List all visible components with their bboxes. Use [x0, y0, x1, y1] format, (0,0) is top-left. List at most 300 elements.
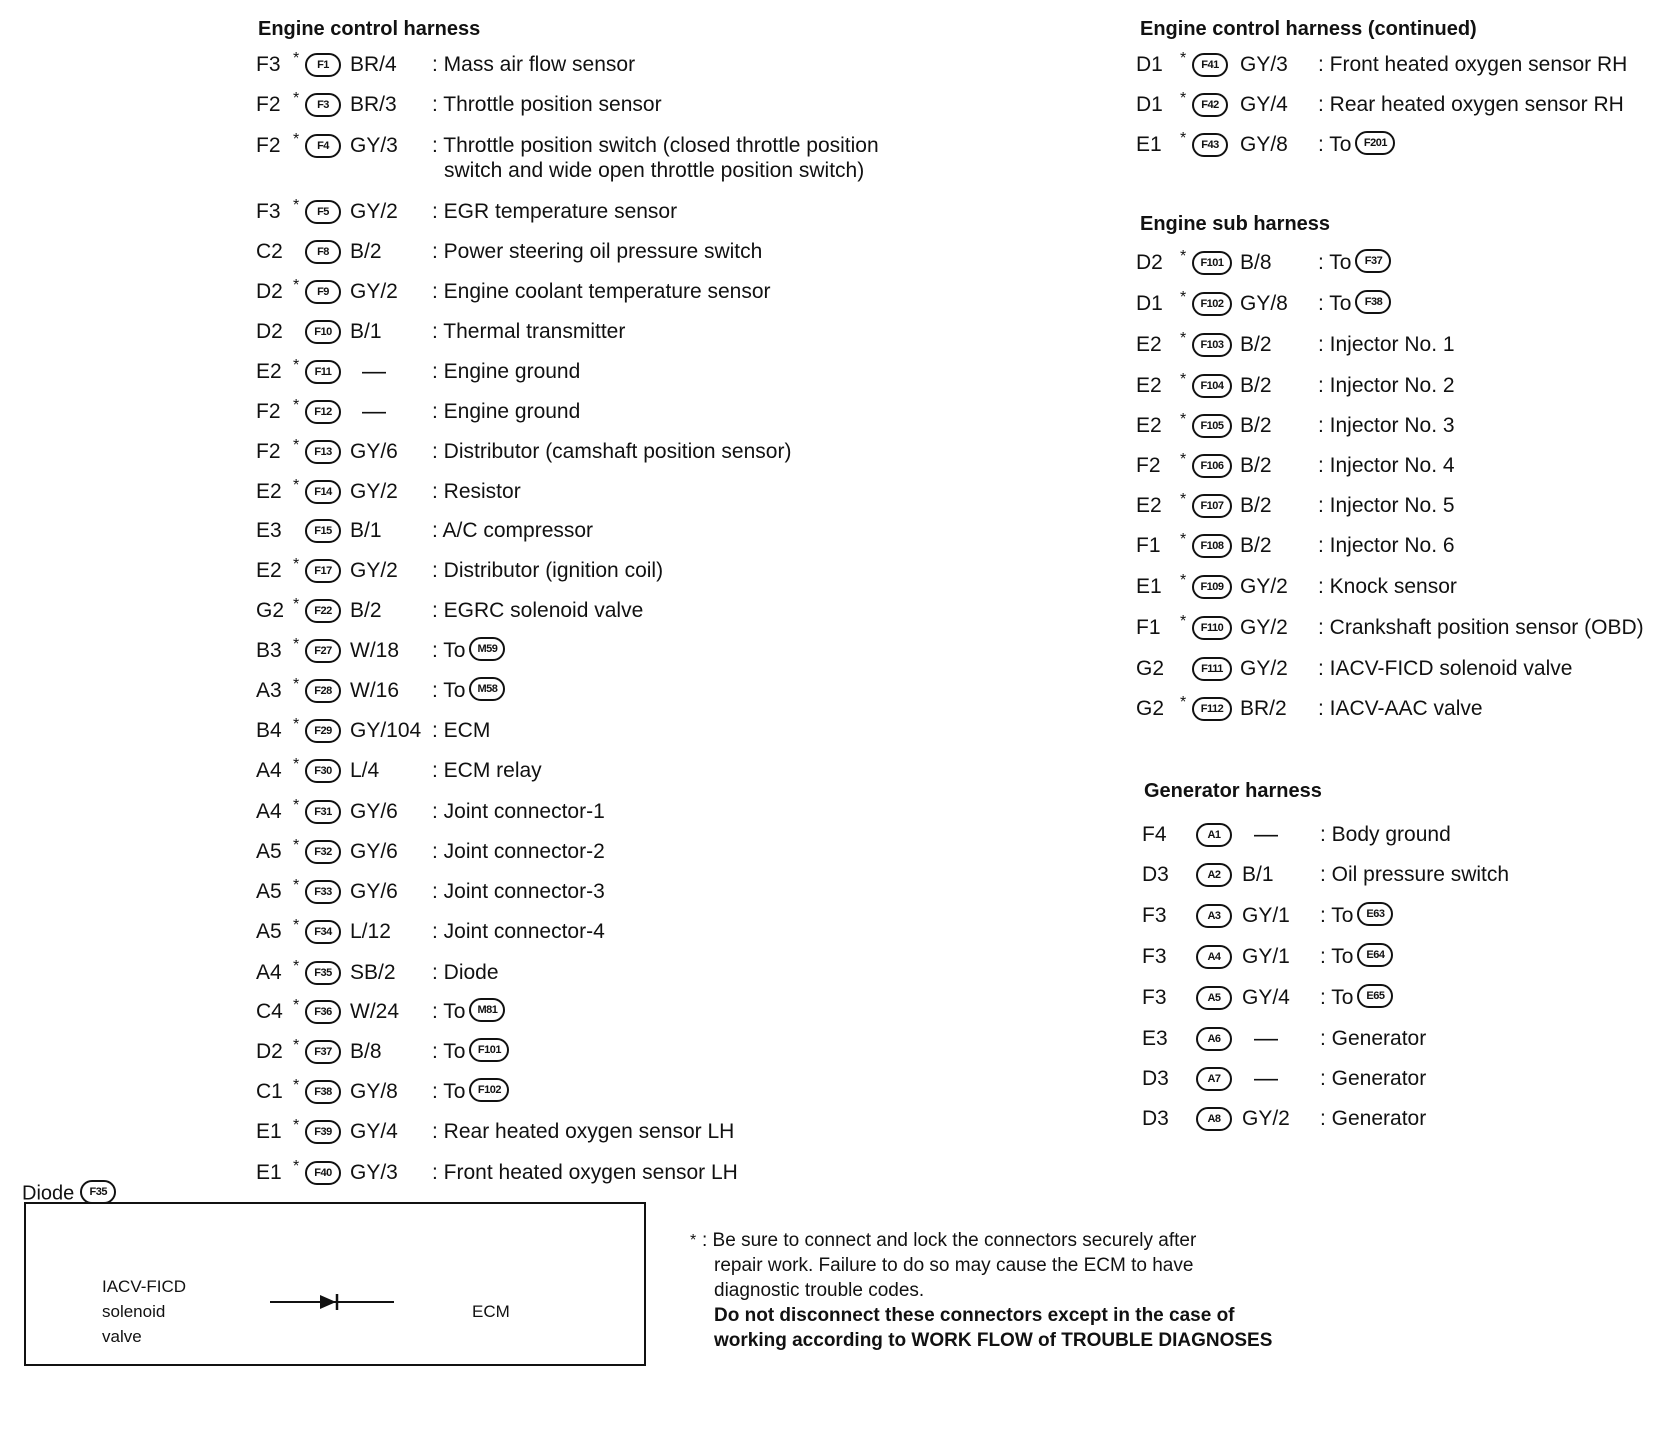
wire-spec: GY/6: [350, 800, 398, 823]
component-description: [432, 317, 625, 347]
description-text: : Thermal transmitter: [432, 320, 626, 343]
asterisk-mark: *: [293, 197, 300, 214]
component-description: [1320, 1024, 1426, 1054]
description-text: : Rear heated oxygen sensor LH: [432, 1120, 735, 1143]
component-description: [432, 357, 580, 387]
wire-spec: BR/2: [1240, 697, 1287, 720]
component-description: [432, 797, 605, 827]
wire-spec: —: [1254, 821, 1278, 848]
description-text: : Engine ground: [432, 360, 581, 383]
connector-icon: F11: [305, 360, 341, 384]
note-line: diagnostic trouble codes.: [714, 1280, 925, 1301]
asterisk-mark: *: [1180, 694, 1187, 711]
component-description: [432, 90, 662, 120]
description-text: : Generator: [1320, 1067, 1427, 1090]
description-text: : Joint connector-3: [432, 880, 605, 903]
grid-reference: E2: [1136, 333, 1162, 356]
diode-left-label-line: solenoid: [102, 1302, 166, 1321]
grid-reference: E3: [1142, 1027, 1168, 1050]
component-description: [1318, 613, 1644, 643]
description-text: : EGRC solenoid valve: [432, 599, 644, 622]
grid-reference: E3: [256, 519, 282, 542]
asterisk-mark: *: [1180, 451, 1187, 468]
connector-wrap: [305, 716, 341, 746]
connector-icon: F201: [1355, 131, 1395, 155]
note-asterisk: *: [690, 1232, 697, 1249]
connector-icon: A1: [1196, 823, 1232, 847]
component-description: [1318, 654, 1572, 684]
asterisk-mark: *: [1180, 50, 1187, 67]
connector-wrap: [1196, 820, 1232, 850]
connector-wrap: [1196, 901, 1232, 931]
connector-wrap: [1192, 531, 1232, 561]
component-description: [432, 1117, 734, 1147]
connector-wrap: [305, 797, 341, 827]
description-text: : To: [432, 1000, 466, 1023]
wire-spec: GY/2: [1240, 575, 1288, 598]
grid-reference: A4: [256, 961, 282, 984]
grid-reference: D1: [1136, 53, 1163, 76]
connector-icon: F27: [305, 639, 341, 663]
connector-wrap: [305, 516, 341, 546]
section-title: Engine control harness (continued): [1140, 18, 1477, 40]
description-text: : Injector No. 1: [1318, 333, 1455, 356]
connector-icon: F103: [1192, 333, 1232, 357]
grid-reference: F2: [1136, 454, 1161, 477]
connector-icon: F33: [305, 880, 341, 904]
wire-spec: GY/2: [350, 200, 398, 223]
connector-wrap: [305, 636, 341, 666]
wire-spec: GY/8: [1240, 292, 1288, 315]
connector-icon: F14: [305, 480, 341, 504]
description-text: : ECM: [432, 719, 491, 742]
component-description: [432, 716, 490, 746]
connector-wrap: [1192, 613, 1232, 643]
grid-reference: C2: [256, 240, 283, 263]
connector-icon: F107: [1192, 494, 1232, 518]
component-description: [432, 636, 505, 666]
diode-left-label: [102, 1274, 186, 1349]
wire-spec: GY/4: [1242, 986, 1290, 1009]
component-description: [1318, 451, 1455, 481]
grid-reference: E2: [1136, 494, 1162, 517]
connector-wrap: [1192, 451, 1232, 481]
connector-wrap: [305, 50, 341, 80]
grid-reference: C1: [256, 1080, 283, 1103]
diode-right-label: ECM: [472, 1302, 510, 1321]
wire-spec: SB/2: [350, 961, 396, 984]
description-text: : Knock sensor: [1318, 575, 1457, 598]
wire-spec: B/1: [1242, 863, 1274, 886]
grid-reference: E2: [1136, 414, 1162, 437]
connector-icon: F106: [1192, 454, 1232, 478]
connector-wrap: [1196, 1024, 1232, 1054]
wire-spec: GY/2: [1240, 616, 1288, 639]
wire-spec: GY/3: [350, 134, 398, 157]
connector-wrap: [1192, 289, 1232, 319]
connector-wrap: [305, 958, 341, 988]
component-description: [1318, 572, 1457, 602]
connector-icon: F110: [1192, 616, 1232, 640]
connector-icon: F29: [305, 719, 341, 743]
wire-spec: —: [1254, 1065, 1278, 1092]
component-description: [432, 676, 505, 706]
description-text: : Joint connector-1: [432, 800, 605, 823]
connector-icon: F36: [305, 1000, 341, 1024]
grid-reference: F4: [1142, 823, 1167, 846]
description-text: : Injector No. 3: [1318, 414, 1455, 437]
grid-reference: D2: [1136, 251, 1163, 274]
description-text: : Rear heated oxygen sensor RH: [1318, 93, 1624, 116]
connector-icon: F17: [305, 559, 341, 583]
grid-reference: C4: [256, 1000, 283, 1023]
asterisk-mark: *: [293, 997, 300, 1014]
component-description: [432, 516, 593, 546]
component-description: [1318, 330, 1455, 360]
description-text: : Engine ground: [432, 400, 581, 423]
asterisk-mark: *: [293, 837, 300, 854]
grid-reference: D1: [1136, 93, 1163, 116]
connector-wrap: [1192, 371, 1232, 401]
connector-wrap: [305, 1077, 341, 1107]
connector-wrap: [1196, 1104, 1232, 1134]
description-text: : Distributor (ignition coil): [432, 559, 664, 582]
description-text: : To: [1320, 986, 1354, 1009]
asterisk-mark: *: [293, 437, 300, 454]
grid-reference: G2: [1136, 697, 1165, 720]
connector-icon: F105: [1192, 414, 1232, 438]
connector-icon: F37: [305, 1040, 341, 1064]
connector-wrap: [305, 1117, 341, 1147]
grid-reference: G2: [1136, 657, 1165, 680]
connector-icon: E63: [1357, 902, 1393, 926]
connector-wrap: [1196, 860, 1232, 890]
connector-icon: A6: [1196, 1027, 1232, 1051]
connector-icon: F38: [305, 1080, 341, 1104]
connector-wrap: [1192, 491, 1232, 521]
connector-wrap: [305, 237, 341, 267]
wire-spec: B/2: [1240, 414, 1272, 437]
connector-icon: F40: [305, 1161, 341, 1185]
connector-icon: M59: [469, 637, 505, 661]
connector-wrap: [305, 917, 341, 947]
component-description: [432, 958, 499, 988]
description-text: : Generator: [1320, 1107, 1427, 1130]
asterisk-mark: *: [293, 131, 300, 148]
component-description: [1318, 50, 1627, 80]
connector-icon: F38: [1355, 290, 1391, 314]
component-description-line2: switch and wide open throttle position switch): [444, 159, 865, 182]
grid-reference: E2: [1136, 374, 1162, 397]
asterisk-mark: *: [293, 716, 300, 733]
asterisk-mark: *: [1180, 248, 1187, 265]
connector-wrap: [305, 131, 341, 161]
component-description: [1320, 1104, 1426, 1134]
connector-wrap: [305, 1158, 341, 1188]
asterisk-mark: *: [1180, 531, 1187, 548]
connector-wrap: [1192, 694, 1232, 724]
grid-reference: E1: [1136, 133, 1162, 156]
connector-icon: F8: [305, 240, 341, 264]
description-text: : To: [1318, 251, 1352, 274]
wire-spec: B/1: [350, 320, 382, 343]
connector-icon: F39: [305, 1120, 341, 1144]
connector-icon: E64: [1357, 943, 1393, 967]
diode-symbol-icon: [270, 1290, 394, 1314]
wire-spec: GY/1: [1242, 904, 1290, 927]
description-text: : Crankshaft position sensor (OBD): [1318, 616, 1644, 639]
connector-icon: F101: [1192, 251, 1232, 275]
description-text: : Diode: [432, 961, 499, 984]
description-text: : To: [1318, 133, 1352, 156]
connector-icon: F5: [305, 200, 341, 224]
description-text: : Oil pressure switch: [1320, 863, 1510, 886]
note-line: repair work. Failure to do so may cause the ECM to have: [714, 1255, 1194, 1276]
diode-left-label-line: IACV-FICD: [102, 1277, 187, 1296]
description-text: : EGR temperature sensor: [432, 200, 678, 223]
asterisk-mark: *: [293, 958, 300, 975]
description-text: : Throttle position sensor: [432, 93, 662, 116]
wire-spec: —: [1254, 1025, 1278, 1052]
component-description: [1320, 901, 1393, 931]
wire-spec: L/12: [350, 920, 391, 943]
grid-reference: E1: [256, 1161, 282, 1184]
wire-spec: B/1: [350, 519, 382, 542]
component-description: [432, 437, 791, 467]
wire-spec: B/2: [1240, 454, 1272, 477]
wire-spec: B/8: [350, 1040, 382, 1063]
connector-wrap: [305, 556, 341, 586]
description-text: : To: [432, 639, 466, 662]
connector-icon: A3: [1196, 904, 1232, 928]
wire-spec: GY/1: [1242, 945, 1290, 968]
connector-icon: F30: [305, 759, 341, 783]
grid-reference: B4: [256, 719, 282, 742]
description-text: : IACV-FICD solenoid valve: [1318, 657, 1573, 680]
connector-icon: A8: [1196, 1107, 1232, 1131]
component-description: [1318, 491, 1455, 521]
wire-spec: GY/4: [1240, 93, 1288, 116]
grid-reference: E1: [256, 1120, 282, 1143]
component-description: [1320, 942, 1393, 972]
asterisk-mark: *: [293, 1077, 300, 1094]
asterisk-mark: *: [293, 756, 300, 773]
grid-reference: D2: [256, 280, 283, 303]
connector-icon: F9: [305, 280, 341, 304]
grid-reference: F1: [1136, 534, 1161, 557]
connector-wrap: [1192, 411, 1232, 441]
grid-reference: F2: [256, 93, 281, 116]
description-text: : Joint connector-2: [432, 840, 605, 863]
grid-reference: A4: [256, 759, 282, 782]
connector-icon: F102: [469, 1078, 509, 1102]
asterisk-mark: *: [293, 797, 300, 814]
connector-wrap: [305, 357, 341, 387]
connector-wrap: [305, 90, 341, 120]
wire-spec: GY/8: [350, 1080, 398, 1103]
description-text: : To: [432, 1040, 466, 1063]
grid-reference: A5: [256, 920, 282, 943]
asterisk-mark: *: [293, 917, 300, 934]
asterisk-mark: *: [1180, 411, 1187, 428]
description-text: : To: [1320, 904, 1354, 927]
connector-icon: F108: [1192, 534, 1232, 558]
description-text: : Throttle position switch (closed throttle position: [432, 134, 879, 157]
description-text: : Distributor (camshaft position sensor): [432, 440, 792, 463]
wire-spec: B/2: [350, 240, 382, 263]
grid-reference: A5: [256, 880, 282, 903]
wire-spec: B/2: [1240, 374, 1272, 397]
connector-wrap: [305, 277, 341, 307]
grid-reference: D3: [1142, 1107, 1169, 1130]
component-description: [432, 197, 677, 227]
asterisk-mark: *: [293, 1117, 300, 1134]
connector-wrap: [305, 397, 341, 427]
description-text: : To: [1318, 292, 1352, 315]
connector-wrap: [305, 1037, 341, 1067]
asterisk-mark: *: [1180, 613, 1187, 630]
component-description: [1318, 411, 1455, 441]
component-description: [432, 237, 762, 267]
asterisk-mark: *: [1180, 371, 1187, 388]
component-description: [432, 1158, 738, 1188]
component-description: [1318, 371, 1455, 401]
wire-spec: GY/3: [1240, 53, 1288, 76]
grid-reference: F1: [1136, 616, 1161, 639]
connector-wrap: [1192, 130, 1228, 160]
asterisk-mark: *: [293, 1037, 300, 1054]
grid-reference: F2: [256, 400, 281, 423]
description-text: : To: [432, 679, 466, 702]
grid-reference: F3: [1142, 945, 1167, 968]
connector-wrap: [305, 197, 341, 227]
description-text: : Front heated oxygen sensor LH: [432, 1161, 738, 1184]
wire-spec: BR/3: [350, 93, 397, 116]
connector-icon: E65: [1357, 984, 1393, 1008]
note-line-bold: working according to WORK FLOW of TROUBLE DIAGNOSES: [714, 1330, 1273, 1351]
description-text: : To: [1320, 945, 1354, 968]
wire-spec: GY/4: [350, 1120, 398, 1143]
connector-icon: F41: [1192, 53, 1228, 77]
description-text: : Injector No. 4: [1318, 454, 1455, 477]
wire-spec: B/2: [1240, 534, 1272, 557]
connector-icon: F43: [1192, 133, 1228, 157]
section-title: Engine control harness: [258, 18, 481, 40]
component-description: [432, 397, 580, 427]
component-description: [1320, 860, 1509, 890]
connector-icon: F37: [1355, 249, 1391, 273]
description-text: : Injector No. 6: [1318, 534, 1455, 557]
asterisk-mark: *: [1180, 289, 1187, 306]
asterisk-mark: *: [293, 477, 300, 494]
connector-icon: F15: [305, 519, 341, 543]
connector-wrap: [1192, 50, 1228, 80]
description-text: : A/C compressor: [432, 519, 594, 542]
connector-icon: F3: [305, 93, 341, 117]
connector-icon: F35: [305, 961, 341, 985]
wire-spec: W/18: [350, 639, 400, 662]
grid-reference: D2: [256, 320, 283, 343]
connector-icon: F10: [305, 320, 341, 344]
asterisk-mark: *: [293, 636, 300, 653]
component-description: [1320, 1064, 1426, 1094]
asterisk-mark: *: [293, 90, 300, 107]
grid-reference: B3: [256, 639, 282, 662]
wire-spec: B/2: [350, 599, 382, 622]
connector-wrap: [305, 877, 341, 907]
connector-wrap: [305, 997, 341, 1027]
connector-icon: A5: [1196, 986, 1232, 1010]
grid-reference: D3: [1142, 1067, 1169, 1090]
wire-spec: GY/8: [1240, 133, 1288, 156]
description-text: : Mass air flow sensor: [432, 53, 636, 76]
connector-wrap: [1196, 983, 1232, 1013]
component-description: [432, 1037, 509, 1067]
connector-icon: F42: [1192, 93, 1228, 117]
wire-spec: GY/2: [350, 280, 398, 303]
grid-reference: E2: [256, 360, 282, 383]
grid-reference: E2: [256, 559, 282, 582]
component-description: [432, 917, 605, 947]
connector-icon: F34: [305, 920, 341, 944]
component-description: [432, 556, 663, 586]
wire-spec: W/24: [350, 1000, 400, 1023]
wire-spec: GY/6: [350, 880, 398, 903]
description-text: : Resistor: [432, 480, 521, 503]
component-description: [432, 997, 505, 1027]
connector-icon: A7: [1196, 1067, 1232, 1091]
connector-wrap: [305, 437, 341, 467]
wire-spec: —: [362, 398, 386, 425]
connector-icon: M81: [469, 998, 505, 1022]
grid-reference: F2: [256, 440, 281, 463]
connector-icon: F111: [1192, 657, 1232, 681]
component-description: [432, 837, 605, 867]
connector-icon: F35: [80, 1180, 116, 1204]
component-description: [1318, 694, 1483, 724]
description-text: : IACV-AAC valve: [1318, 697, 1483, 720]
asterisk-mark: *: [293, 357, 300, 374]
grid-reference: A3: [256, 679, 282, 702]
section-title: Engine sub harness: [1140, 213, 1331, 235]
asterisk-mark: *: [1180, 90, 1187, 107]
component-description: [432, 477, 521, 507]
connector-icon: F101: [469, 1038, 509, 1062]
wire-spec: GY/2: [1242, 1107, 1290, 1130]
description-text: : Front heated oxygen sensor RH: [1318, 53, 1628, 76]
diode-left-label-line: valve: [102, 1327, 142, 1346]
component-description: [1320, 983, 1393, 1013]
connector-wrap: [1192, 248, 1232, 278]
component-description: [1318, 90, 1624, 120]
grid-reference: A5: [256, 840, 282, 863]
component-description: [1318, 248, 1391, 278]
component-description: [1318, 289, 1391, 319]
section-title: Generator harness: [1144, 780, 1322, 802]
connector-wrap: [305, 477, 341, 507]
connector-wrap: [305, 676, 341, 706]
grid-reference: A4: [256, 800, 282, 823]
connector-wrap: [305, 837, 341, 867]
note-line-bold: Do not disconnect these connectors except in the case of: [714, 1305, 1235, 1326]
wire-spec: GY/6: [350, 440, 398, 463]
asterisk-mark: *: [293, 596, 300, 613]
connector-wrap: [305, 596, 341, 626]
grid-reference: D1: [1136, 292, 1163, 315]
description-text: : Injector No. 2: [1318, 374, 1455, 397]
asterisk-mark: *: [293, 397, 300, 414]
grid-reference: E2: [256, 480, 282, 503]
